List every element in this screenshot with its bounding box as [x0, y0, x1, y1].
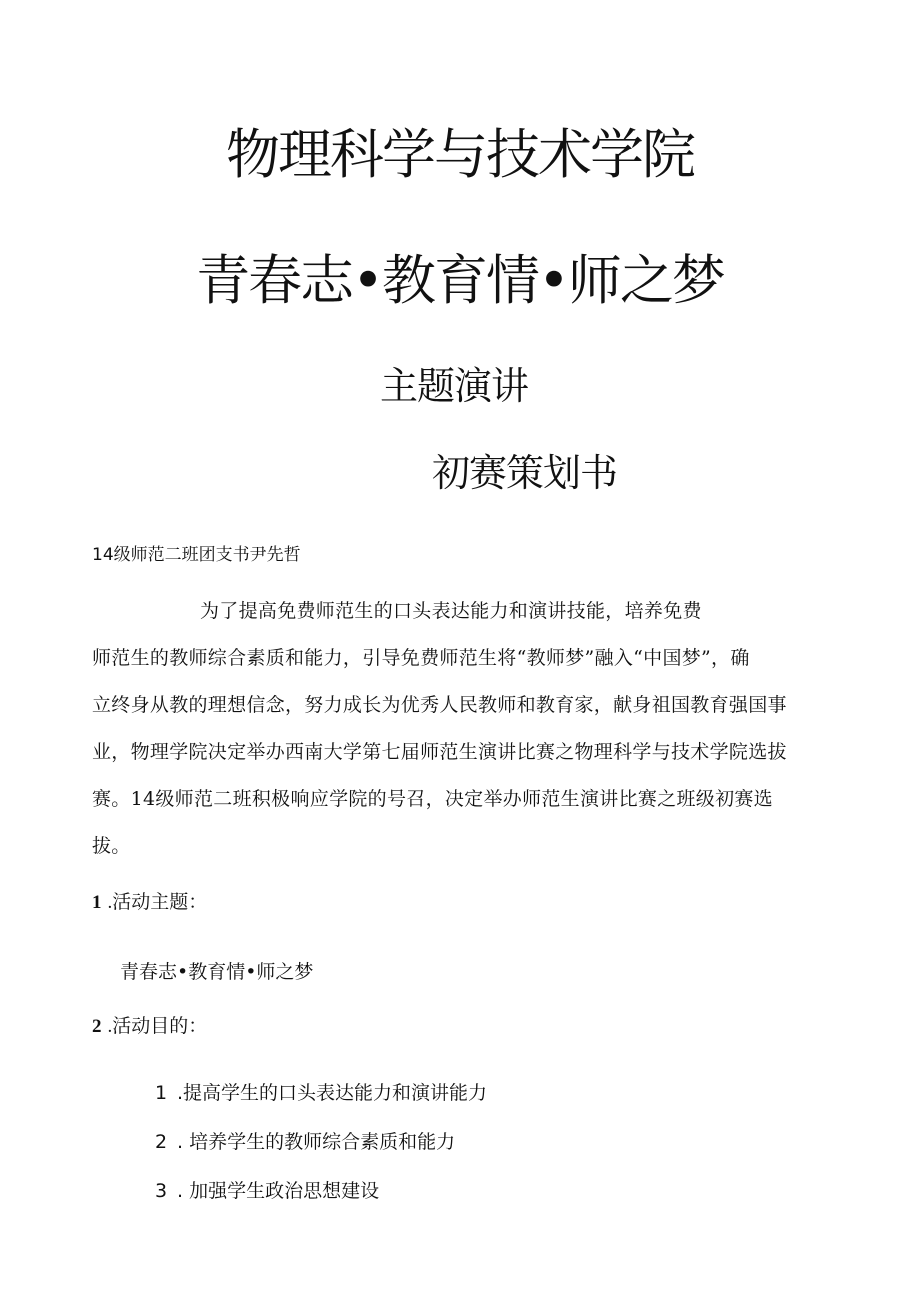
list-item-number: 3	[155, 1180, 168, 1202]
intro-paragraph	[92, 588, 818, 870]
list-item-number: 1	[155, 1082, 168, 1104]
document-title-line4: 初赛策划书	[432, 451, 618, 495]
document-title-line2: 青春志•教育情•师之梦	[196, 249, 724, 312]
section-2-title: .活动目的：	[107, 1016, 208, 1037]
document-title-line1: 物理科学与技术学院	[226, 123, 694, 186]
section-1-title: .活动主题：	[107, 892, 208, 913]
document-title-line3: 主题演讲	[380, 364, 529, 408]
section-1-heading	[92, 887, 207, 914]
section-1-content: 青春志•教育情•师之梦	[120, 961, 314, 983]
list-item	[155, 1176, 379, 1203]
intro-line: 拔。	[92, 835, 131, 857]
intro-line: 为了提高免费师范生的口头表达能力和演讲技能，培养免费	[200, 600, 702, 622]
author-line: 14级师范二班团支书尹先哲	[92, 545, 301, 565]
intro-line: 赛。14级师范二班积极响应学院的号召，决定举办师范生演讲比赛之班级初赛选	[92, 788, 773, 810]
intro-line: 师范生的教师综合素质和能力，引导免费师范生将“教师梦”融入“中国梦”，确	[92, 647, 750, 669]
list-item-text: . 培养学生的教师综合素质和能力	[177, 1131, 456, 1153]
list-item	[155, 1127, 455, 1154]
list-item-text: . 加强学生政治思想建设	[177, 1180, 380, 1202]
section-1-number: 1	[92, 892, 102, 913]
section-2-number: 2	[92, 1016, 102, 1037]
list-item-text: .提高学生的口头表达能力和演讲能力	[177, 1082, 488, 1104]
intro-line: 立终身从教的理想信念，努力成长为优秀人民教师和教育家，献身祖国教育强国事	[92, 694, 787, 716]
intro-line: 业，物理学院决定举办西南大学第七届师范生演讲比赛之物理科学与技术学院选拔	[92, 741, 787, 763]
list-item-number: 2	[155, 1131, 168, 1153]
list-item	[155, 1078, 487, 1105]
section-2-heading	[92, 1011, 207, 1038]
